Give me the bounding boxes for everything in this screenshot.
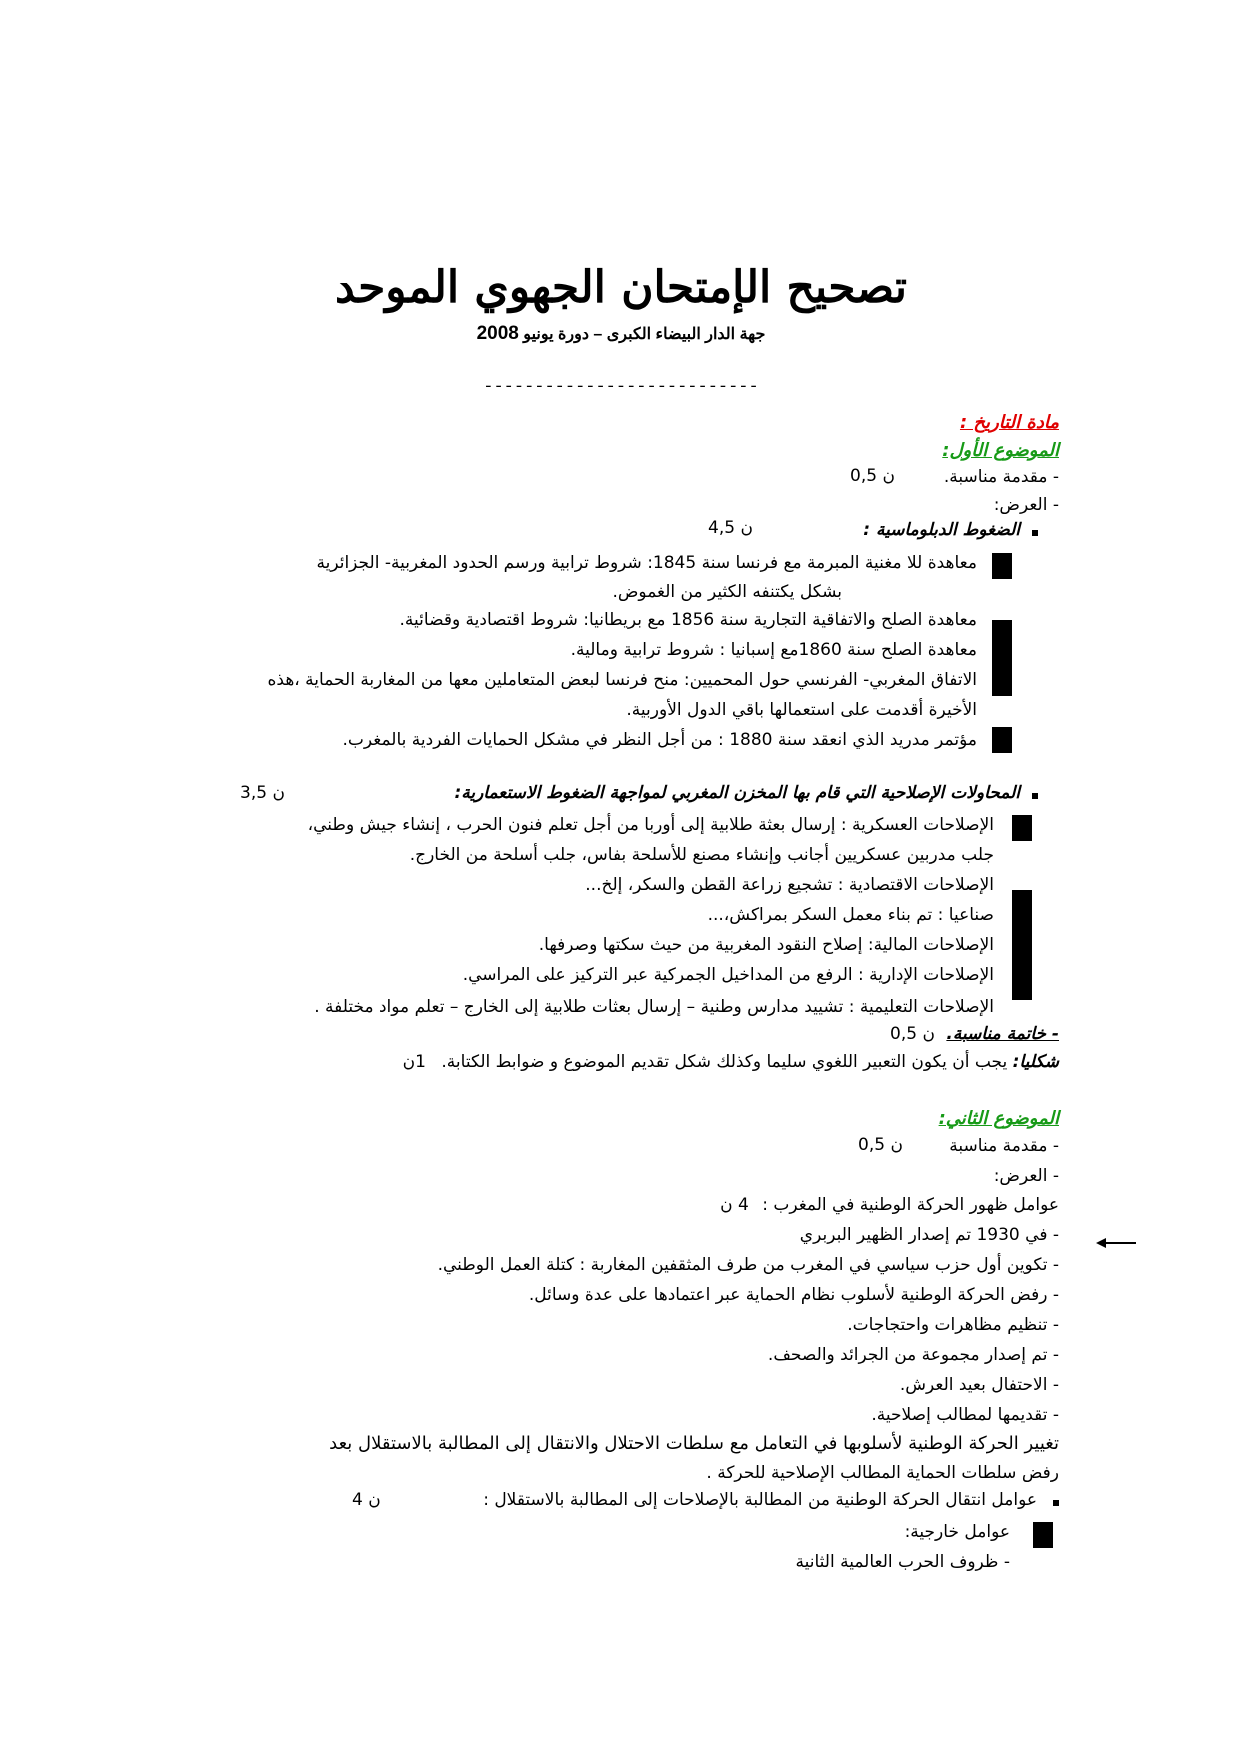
- change-line-1: تغيير الحركة الوطنية لأسلوبها في التعامل مع سلطات الاحتلال والانتقال إلى المطالبة بالاستقلال بعد: [329, 1433, 1059, 1454]
- topic1-intro: - مقدمة مناسبة.: [943, 467, 1059, 487]
- section2-item-1: الإصلاحات العسكرية : إرسال بعثة طلابية إلى أوربا من أجل تعلم فنون الحرب ، إنشاء جيش وطني،: [307, 815, 994, 835]
- section2-item-4: الإصلاحات المالية: إصلاح النقود المغربية من حيث سكتها وصرفها.: [538, 935, 994, 955]
- page-title: تصحيح الإمتحان الجهوي الموحد: [334, 262, 908, 313]
- black-bar-icon: [1012, 890, 1032, 1000]
- section2-item-5: الإصلاحات الإدارية : الرفع من المداخيل الجمركية عبر التركيز على المراسي.: [462, 965, 994, 985]
- section1-score: 4,5 ن: [708, 518, 753, 538]
- topic1-intro-score: 0,5 ن: [850, 466, 895, 486]
- factors-score: 4 ن: [720, 1195, 749, 1215]
- section1-item-1: معاهدة للا مغنية المبرمة مع فرنسا سنة 1845: شروط ترابية ورسم الحدود المغربية- الجزائرية: [316, 553, 977, 573]
- black-bar-icon: [992, 553, 1012, 579]
- factor-item-4: - تنظيم مظاهرات واحتجاجات.: [847, 1315, 1059, 1335]
- subject-heading: مادة التاريخ :: [959, 412, 1059, 433]
- transition-title: عوامل انتقال الحركة الوطنية من المطالبة بالإصلاحات إلى المطالبة بالاستقلال :: [483, 1490, 1037, 1510]
- black-bar-icon: [992, 727, 1012, 753]
- left-arrow-icon: [1096, 1237, 1136, 1249]
- section1-item-1-cont: بشكل يكتنفه الكثير من الغموض.: [612, 582, 842, 602]
- subtitle-text: جهة الدار البيضاء الكبرى – دورة يونيو: [523, 326, 766, 343]
- section1-item-5: مؤتمر مدريد الذي انعقد سنة 1880 : من أجل النظر في مشكل الحمايات الفردية بالمغرب.: [342, 730, 977, 750]
- exam-subtitle: [0, 323, 1242, 345]
- square-bullet-icon: [1032, 793, 1038, 799]
- section1-title: الضغوط الدبلوماسية :: [863, 520, 1020, 540]
- topic1-conclusion: - خاتمة مناسبة.: [946, 1024, 1059, 1044]
- section2-item-2: الإصلاحات الاقتصادية : تشجيع زراعة القطن والسكر، إلخ...: [585, 875, 994, 895]
- square-bullet-icon: [1032, 530, 1038, 536]
- form-text: يجب أن يكون التعبير اللغوي سليما وكذلك شكل تقديم الموضوع و ضوابط الكتابة.: [441, 1052, 1008, 1072]
- section1-item-4-cont: الأخيرة أقدمت على استعمالها باقي الدول الأوربية.: [626, 700, 977, 720]
- topic1-conclusion-score: 0,5 ن: [890, 1024, 935, 1044]
- topic1-body-label: - العرض:: [993, 495, 1059, 515]
- transition-score: 4 ن: [352, 1490, 381, 1510]
- factor-item-2: - تكوين أول حزب سياسي في المغرب من طرف المثقفين المغاربة : كتلة العمل الوطني.: [437, 1255, 1059, 1275]
- exam-year: 2008: [476, 323, 519, 344]
- section2-item-1-cont: جلب مدربين عسكريين أجانب وإنشاء مصنع للأسلحة بفاس، جلب أسلحة من الخارج.: [409, 845, 994, 865]
- section2-title: المحاولات الإصلاحية التي قام بها المخزن المغربي لمواجهة الضغوط الاستعمارية:: [454, 783, 1020, 803]
- factor-item-3: - رفض الحركة الوطنية لأسلوب نظام الحماية عبر اعتمادها على عدة وسائل.: [528, 1285, 1059, 1305]
- factor-item-5: - تم إصدار مجموعة من الجرائد والصحف.: [767, 1345, 1059, 1365]
- external-label: عوامل خارجية:: [904, 1522, 1010, 1542]
- section1-item-4: الاتفاق المغربي- الفرنسي حول المحميين: منح فرنسا لبعض المتعاملين معها من المغاربة الحماية ،هذه: [267, 670, 977, 690]
- topic2-heading: الموضوع الثاني:: [938, 1108, 1059, 1129]
- factor-item-6: - الاحتفال بعيد العرش.: [899, 1375, 1059, 1395]
- topic1-form: [403, 1052, 1059, 1072]
- external-item: - ظروف الحرب العالمية الثانية: [795, 1552, 1010, 1572]
- square-bullet-icon: [1053, 1500, 1059, 1506]
- section2-item-6: الإصلاحات التعليمية : تشييد مدارس وطنية – إرسال بعثات طلابية إلى الخارج – تعلم مواد مختلفة .: [314, 997, 994, 1017]
- section2-item-3: صناعيا : تم بناء معمل السكر بمراكش،...: [707, 905, 994, 925]
- topic2-body-label: - العرض:: [993, 1166, 1059, 1186]
- factor-item-7: - تقديمها لمطالب إصلاحية.: [871, 1405, 1059, 1425]
- black-bar-icon: [992, 620, 1012, 696]
- form-label: شكليا:: [1012, 1052, 1059, 1072]
- topic2-intro-score: 0,5 ن: [858, 1135, 903, 1155]
- section2-score: 3,5 ن: [240, 783, 285, 803]
- black-bar-icon: [1033, 1522, 1053, 1548]
- section1-item-2: معاهدة الصلح والاتفاقية التجارية سنة 1856 مع بريطانيا: شروط اقتصادية وقضائية.: [399, 610, 977, 630]
- factor-item-1: - في 1930 تم إصدار الظهير البربري: [799, 1225, 1059, 1245]
- factors-title-text: عوامل ظهور الحركة الوطنية في المغرب :: [762, 1195, 1059, 1215]
- topic1-heading: الموضوع الأول:: [942, 440, 1059, 461]
- section1-item-3: معاهدة الصلح سنة 1860مع إسبانيا : شروط ترابية ومالية.: [570, 640, 977, 660]
- black-bar-icon: [1012, 815, 1032, 841]
- factors-title: [720, 1195, 1059, 1215]
- topic2-intro: - مقدمة مناسبة: [949, 1136, 1059, 1156]
- form-score: 1ن: [402, 1052, 426, 1072]
- change-line-2: رفض سلطات الحماية المطالب الإصلاحية للحركة .: [706, 1463, 1059, 1483]
- divider: ---------------------------: [483, 378, 759, 397]
